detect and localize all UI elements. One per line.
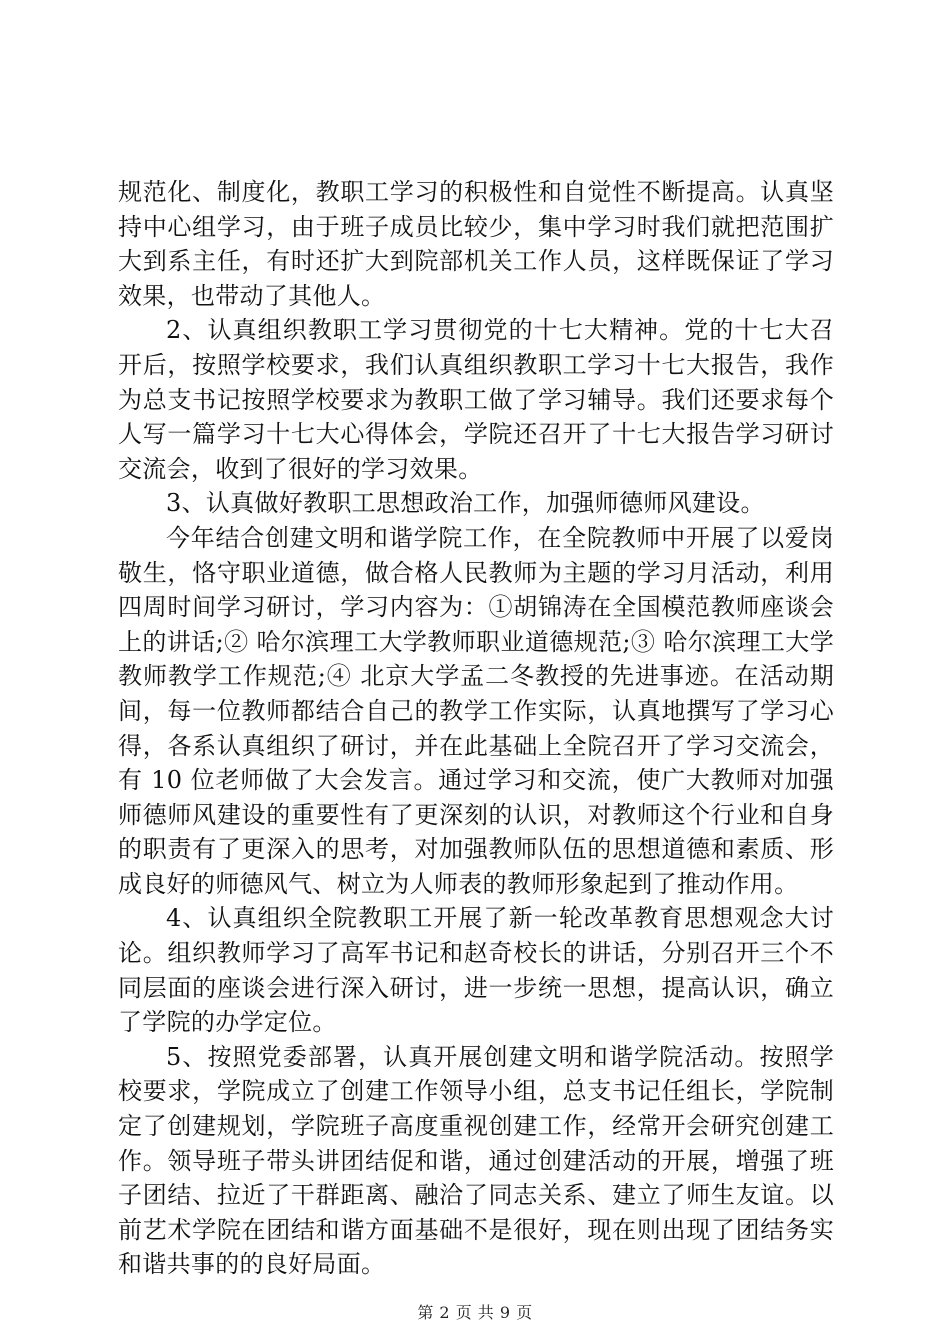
paragraph-continuation: 规范化、制度化，教职工学习的积极性和自觉性不断提高。认真坚持中心组学习，由于班子成员比较少，集中学习时我们就把范围扩大到系主任，有时还扩大到院部机关工作人员，这样既保证了学习效果，也带动了其他人。 [118, 178, 834, 310]
document-body [118, 175, 834, 1282]
paragraph-study-month: 今年结合创建文明和谐学院工作，在全院教师中开展了以爱岗敬生，恪守职业道德，做合格人民教师为主题的学习月活动，利用四周时间学习研讨，学习内容为：①胡锦涛在全国模范教师座谈会上的讲话;② 哈尔滨理工大学教师职业道德规范;③ 哈尔滨理工大学教师教学工作规范;④ 北京大学孟二冬教授的先进事迹。在活动期间，每一位教师都结合自己的教学工作实际，认真地撰写了学习心得，各系认真组织了研讨，并在此基础上全院召开了学习交流会，有 10 位老师做了大会发言。通过学习和交流，使广大教师对加强师德师风建设的重要性有了更深刻的认识，对教师这个行业和自身的职责有了更深入的思考，对加强教师队伍的思想道德和素质、形成良好的师德风气、树立为人师表的教师形象起到了推动作用。 [118, 523, 834, 898]
paragraph-item-2: 2、认真组织教职工学习贯彻党的十七大精神。党的十七大召开后，按照学校要求，我们认真组织教职工学习十七大报告，我作为总支书记按照学校要求为教职工做了学习辅导。我们还要求每个人写一篇学习十七大心得体会，学院还召开了十七大报告学习研讨交流会，收到了很好的学习效果。 [118, 316, 834, 483]
page-footer: 第 2 页 共 9 页 [417, 1303, 533, 1322]
paragraph-item-4: 4、认真组织全院教职工开展了新一轮改革教育思想观念大讨论。组织教师学习了高军书记和赵奇校长的讲话，分别召开三个不同层面的座谈会进行深入研讨，进一步统一思想，提高认识，确立了学院的办学定位。 [118, 904, 834, 1037]
paragraph-item-5: 5、按照党委部署，认真开展创建文明和谐学院活动。按照学校要求，学院成立了创建工作领导小组，总支书记任组长，学院制定了创建规划，学院班子高度重视创建工作，经常开会研究创建工作。领导班子带头讲团结促和谐，通过创建活动的开展，增强了班子团结、拉近了干群距离、融洽了同志关系、建立了师生友谊。以前艺术学院在团结和谐方面基础不是很好，现在则出现了团结务实和谐共事的的良好局面。 [118, 1042, 834, 1279]
paragraph-item-3: 3、认真做好教职工思想政治工作，加强师德师风建设。 [166, 489, 765, 518]
